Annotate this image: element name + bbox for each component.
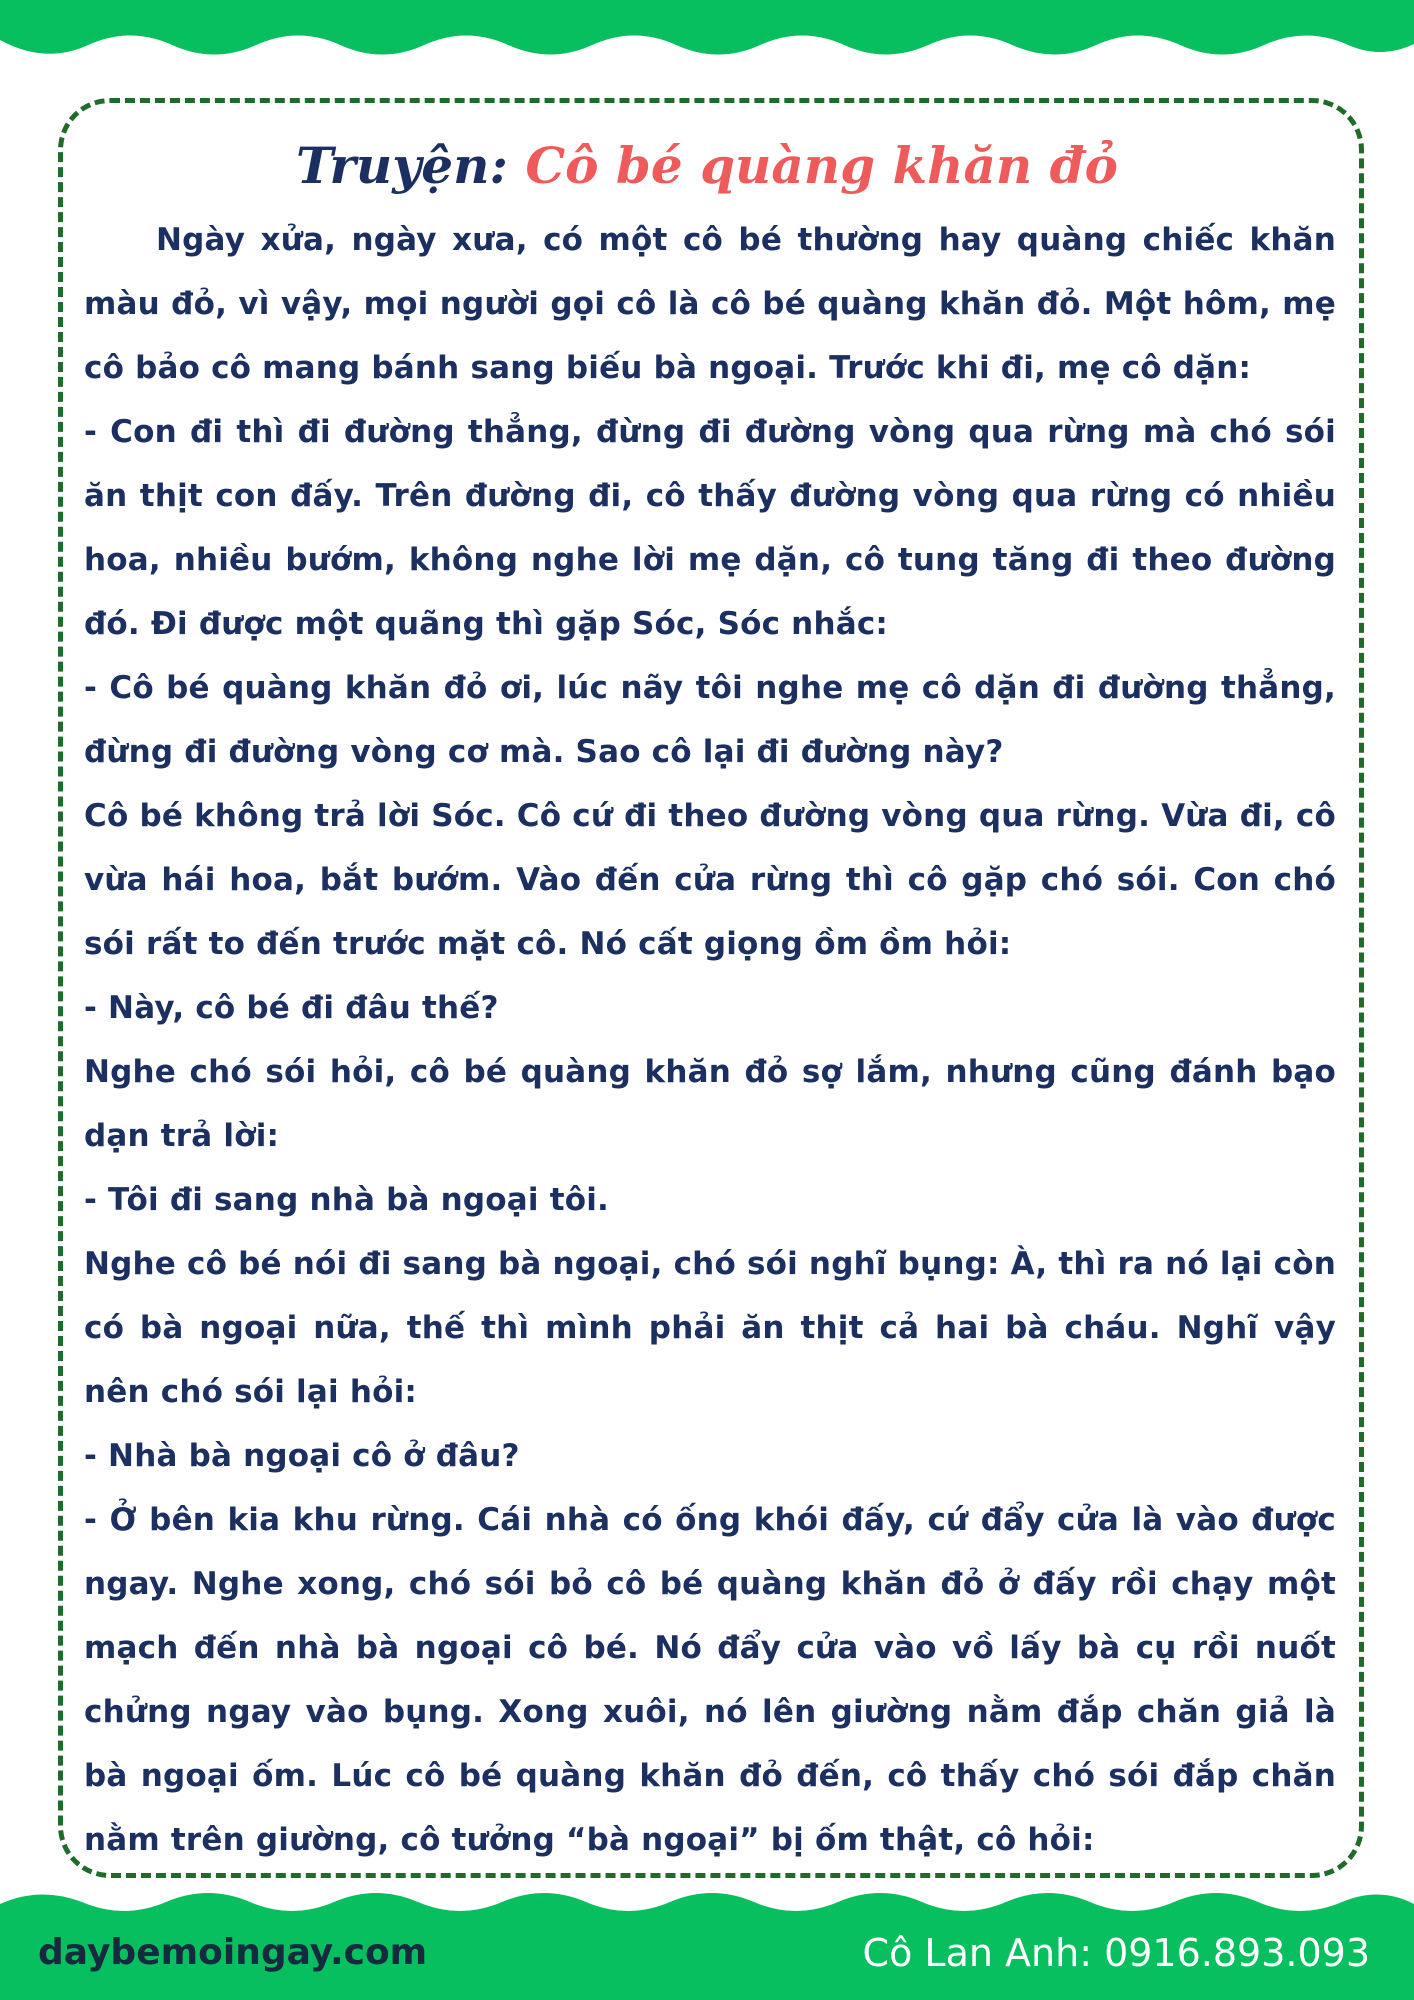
footer-website: daybemoingay.com <box>38 1932 428 1973</box>
story-paragraph: - Này, cô bé đi đâu thế? <box>84 990 499 1026</box>
title-label: Truyện: <box>295 136 508 195</box>
story-paragraph: Nghe cô bé nói đi sang bà ngoại, chó sói nghĩ bụng: À, thì ra nó lại còn có bà ngoại nữa, thế thì mình phải ăn thịt cả hai bà cháu. Nghĩ vậy nên chó sói lại hỏi: <box>84 1246 1336 1410</box>
story-paragraph: - Tôi đi sang nhà bà ngoại tôi. <box>84 1182 610 1218</box>
story-paragraph: Cô bé không trả lời Sóc. Cô cứ đi theo đường vòng qua rừng. Vừa đi, cô vừa hái hoa, bắt bướm. Vào đến cửa rừng thì cô gặp chó sói. Con chó sói rất to đến trước mặt cô. Nó cất giọng ồm ồm hỏi: <box>84 798 1336 962</box>
footer-contact: Cô Lan Anh: 0916.893.093 <box>862 1931 1370 1975</box>
story-title: Cô bé quàng khăn đỏ <box>525 136 1118 195</box>
story-text <box>84 208 1336 1872</box>
page-title <box>0 126 1414 206</box>
story-paragraph: - Cô bé quàng khăn đỏ ơi, lúc nãy tôi nghe mẹ cô dặn đi đường thẳng, đừng đi đường vòng cơ mà. Sao cô lại đi đường này? <box>84 670 1336 770</box>
story-paragraph: - Nhà bà ngoại cô ở đâu? <box>84 1438 520 1474</box>
top-wave-banner <box>0 0 1414 70</box>
top-wave-shape <box>0 0 1414 55</box>
story-paragraph: - Con đi thì đi đường thẳng, đừng đi đường vòng qua rừng mà chó sói ăn thịt con đấy. Trên đường đi, cô thấy đường vòng qua rừng có nhiều hoa, nhiều bướm, không nghe lời mẹ dặn, cô tung tăng đi theo đường đó. Đi được một quãng thì gặp Sóc, Sóc nhắc: <box>84 414 1336 642</box>
story-paragraph: - Ở bên kia khu rừng. Cái nhà có ống khói đấy, cứ đẩy cửa là vào được ngay. Nghe xong, chó sói bỏ cô bé quàng khăn đỏ ở đấy rồi chạy một mạch đến nhà bà ngoại cô bé. Nó đẩy cửa vào vồ lấy bà cụ rồi nuốt chửng ngay vào bụng. Xong xuôi, nó lên giường nằm đắp chăn giả là bà ngoại ốm. Lúc cô bé quàng khăn đỏ đến, cô thấy chó sói đắp chăn nằm trên giường, cô tưởng “bà ngoại” bị ốm thật, cô hỏi: <box>84 1502 1336 1858</box>
story-paragraph: Ngày xửa, ngày xưa, có một cô bé thường hay quàng chiếc khăn màu đỏ, vì vậy, mọi người gọi cô là cô bé quàng khăn đỏ. Một hôm, mẹ cô bảo cô mang bánh sang biếu bà ngoại. Trước khi đi, mẹ cô dặn: <box>84 222 1336 386</box>
story-paragraph: Nghe chó sói hỏi, cô bé quàng khăn đỏ sợ lắm, nhưng cũng đánh bạo dạn trả lời: <box>84 1054 1336 1154</box>
